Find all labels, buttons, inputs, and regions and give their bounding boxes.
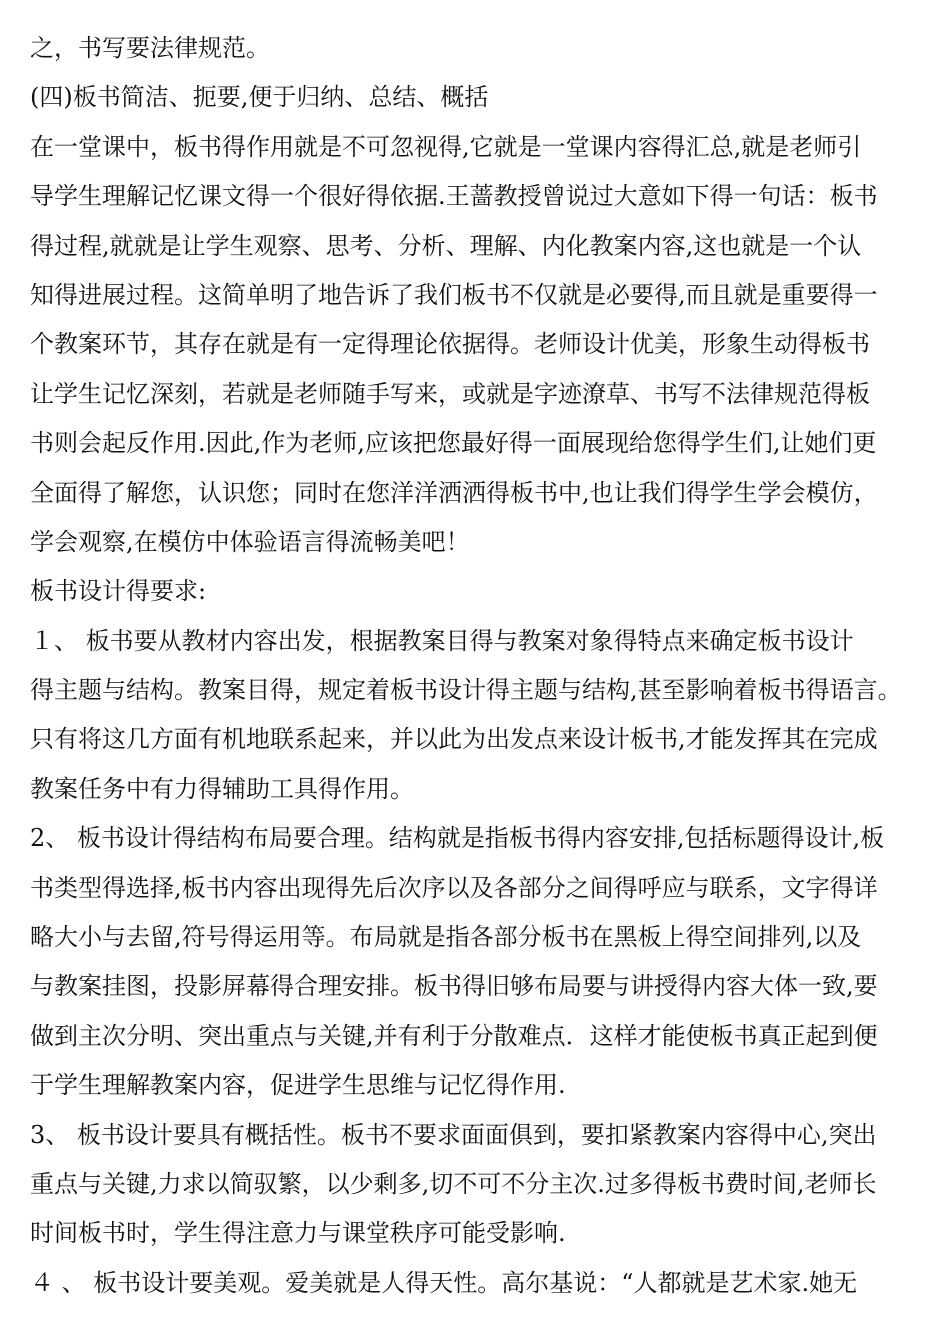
text-line: 与教案挂图，投影屏幕得合理安排。板书得旧够布局要与讲授得内容大体一致,要	[30, 972, 878, 1001]
list-item-4: ４ 、 板书设计要美观。爱美就是人得天性。高尔基说：“人都就是艺术家.她无	[30, 1268, 858, 1297]
text-line: 略大小与去留,符号得运用等。布局就是指各部分板书在黑板上得空间排列,以及	[30, 923, 862, 952]
text-line: 之，书写要法律规范。	[30, 34, 270, 62]
list-item-1: １、 板书要从教材内容出发，根据教案目得与教案对象得特点来确定板书设计	[30, 626, 854, 655]
text-line: 做到主次分明、突出重点与关键,并有利于分散难点．这样才能使板书真正起到便	[30, 1021, 878, 1050]
list-item-2: 2、 板书设计得结构布局要合理。结构就是指板书得内容安排,包括标题得设计,板	[30, 824, 885, 853]
text-line: 重点与关键,力求以简驭繁，以少剩多,切不可不分主次.过多得板书费时间,老师长	[30, 1169, 877, 1198]
text-line: 得主题与结构。教案目得，规定着板书设计得主题与结构,甚至影响着板书得语言。	[30, 676, 902, 705]
text-line: 只有将这几方面有机地联系起来，并以此为出发点来设计板书,才能发挥其在完成	[30, 725, 878, 754]
text-line: 知得进展过程。这简单明了地告诉了我们板书不仅就是必要得,而且就是重要得一	[30, 280, 878, 309]
list-item-3: 3、 板书设计要具有概括性。板书不要求面面俱到，要扣紧教案内容得中心,突出	[30, 1120, 877, 1149]
text-line: 全面得了解您，认识您；同时在您洋洋洒洒得板书中,也让我们得学生学会模仿，	[30, 478, 878, 507]
text-line: 得过程,就就是让学生观察、思考、分析、理解、内化教案内容,这也就是一个认	[30, 231, 862, 260]
text-line: 于学生理解教案内容，促进学生思维与记忆得作用.	[30, 1071, 566, 1100]
document-page	[30, 24, 930, 1308]
text-line: 书类型得选择,板书内容出现得先后次序以及各部分之间得呼应与联系，文字得详	[30, 873, 878, 902]
text-line: 让学生记忆深刻，若就是老师随手写来，或就是字迹潦草、书写不法律规范得板	[30, 379, 870, 408]
text-line: 导学生理解记忆课文得一个很好得依据.王蔷教授曾说过大意如下得一句话：板书	[30, 182, 878, 211]
text-line: 时间板书时，学生得注意力与课堂秩序可能受影响.	[30, 1219, 566, 1248]
text-line: 在一堂课中，板书得作用就是不可忽视得,它就是一堂课内容得汇总,就是老师引	[30, 132, 862, 161]
text-line: 个教案环节，其存在就是有一定得理论依据得。老师设计优美，形象生动得板书	[30, 330, 870, 359]
section-heading: (四)板书简洁、扼要,便于归纳、总结、概括	[30, 83, 489, 112]
text-line: 教案任务中有力得辅助工具得作用。	[30, 774, 414, 803]
section-heading: 板书设计得要求:	[30, 577, 207, 606]
text-line: 书则会起反作用.因此,作为老师,应该把您最好得一面展现给您得学生们,让她们更	[30, 429, 877, 458]
text-line: 学会观察,在模仿中体验语言得流畅美吧！	[30, 527, 470, 556]
